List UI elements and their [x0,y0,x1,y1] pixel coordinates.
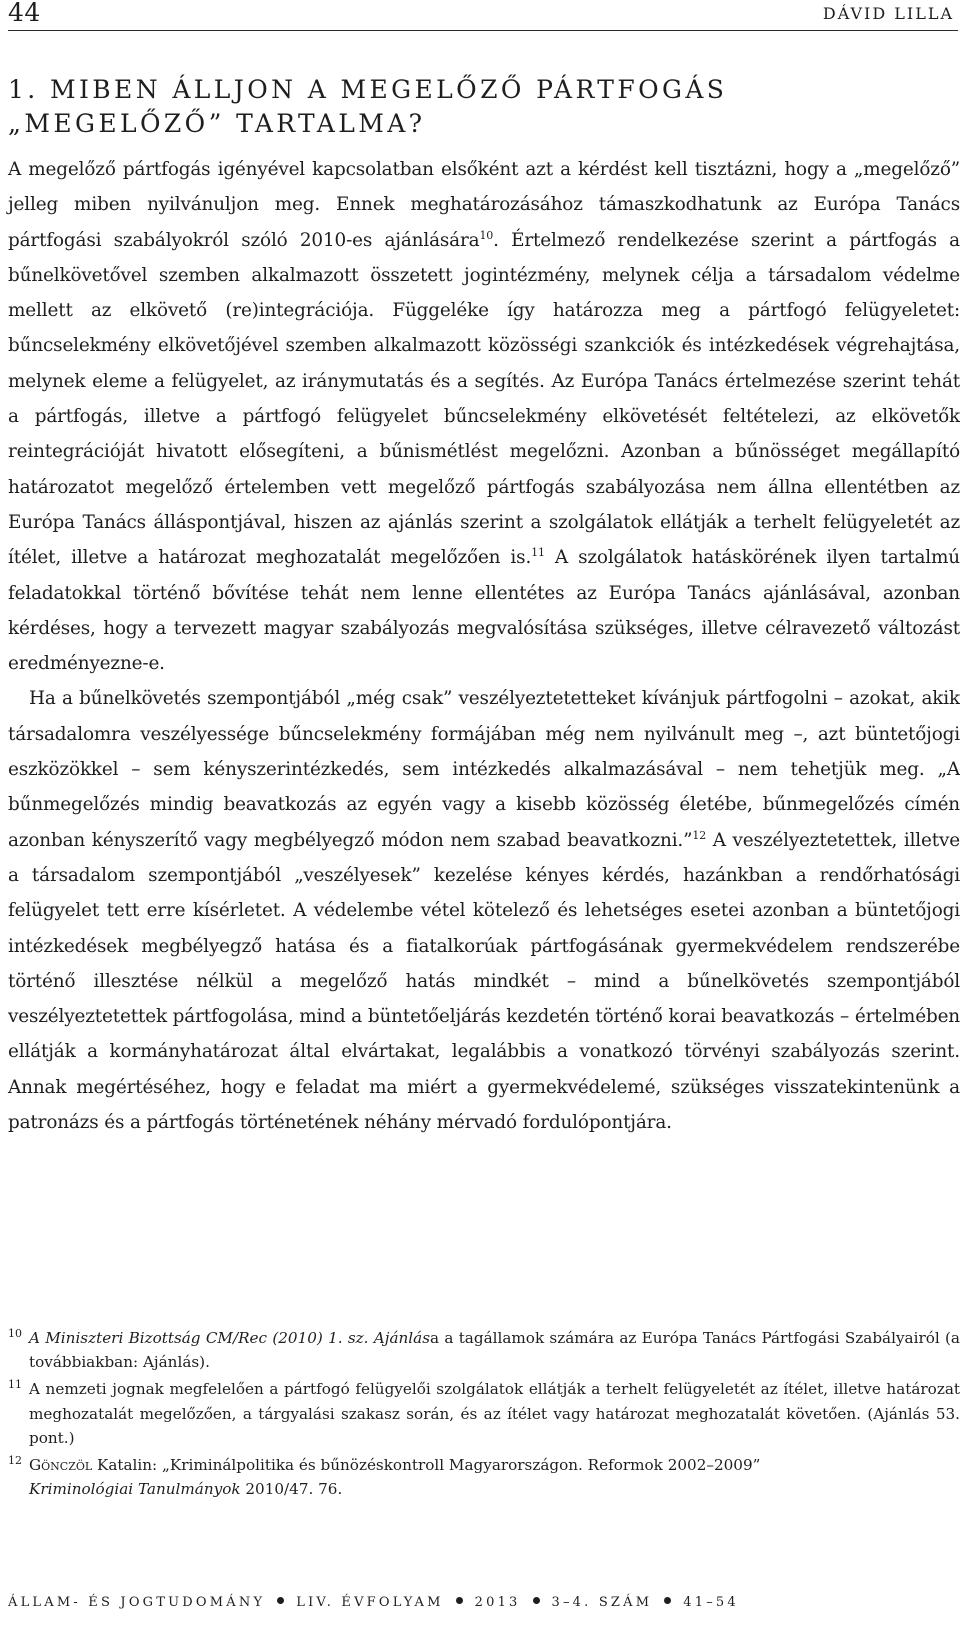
paragraph-1-part-c: A szolgálatok hatáskörének ilyen tartalmú feladatokkal történő bővítése tehát nem lenne ellentétes az Európa Tanács ajánlásával, azonban kérdéses, hogy a tervezett magyar szabályozás megvalósítása szükséges, illetve célravezető változást eredményezne-e. [8,547,960,675]
bullet-dot-icon [277,1597,284,1604]
footer-journal: ÁLLAM- ÉS JOGTUDOMÁNY [8,1595,266,1610]
footnote-12 [8,1453,960,1501]
journal-page [8,0,958,1633]
section-title-line-1: 1. MIBEN ÁLLJON A MEGELŐZŐ PÁRTFOGÁS [8,74,728,104]
footnote-ref-10[interactable]: 10 [479,228,494,242]
paragraph-1-part-b: . Értelmező rendelkezése szerint a pártfogás a bűnelkövetővel szemben alkalmazott összetett jogintézmény, melynek célja a társadalom védelme mellett az elkövető (re)integrációja. Függeléke így határozza meg a pártfogó felügyeletet: bűncselekmény elkövetőjével szemben alkalmazott közösségi szankciók és intézkedések végrehajtása, melynek eleme a felügyelet, az iránymutatás és a segítés. Az Európa Tanács értelmezése szerint tehát a pártfogás, illetve a pártfogó felügyelet bűncselekmény elkövetését feltételezi, az elkövetők reintegrációját hivatott elősegíteni, a bűnismétlést megelőzni. Azonban a bűnösséget megállapító határozatot megelőző értelemben vett megelőző pártfogás szabályozása nem állna ellentétben az Európa Tanács álláspontjával, hiszen az ajánlás szerint a szolgálatok ellátják a terhelt felügyeletét az ítélet, illetve a határozat meghozatalát megelőzően is. [8,229,960,569]
footer-pages: 41–54 [683,1595,739,1610]
paragraph-2 [8,681,960,1140]
bullet-dot-icon [533,1597,540,1604]
footnote-number: 11 [8,1378,22,1392]
running-head-author: DÁVID LILLA [822,4,954,23]
paragraph-2-part-b: A veszélyeztetettek, illetve a társadalom szempontjából „veszélyesek” kezelése kényes kérdés, hazánkban a rendőrhatósági felügyelet tett erre kísérletet. A védelembe vétel kötelező és lehetséges esetei azonban a büntetőjogi intézkedések megbélyegző hatása és a fiatalkorúak pártfogásának gyermekvédelem rendszerébe történő illesztése nélkül a megelőző hatás mindkét – mind a bűnelkövetés szempontjából veszélyeztetettek pártfogolása, mind a büntetőeljárás kezdetén történő korai beavatkozás – értelmében ellátják a kormányhatározat által elvártakat, legalábbis a vonatkozó törvényi szabályozás szerint. Annak megértéséhez, hogy e feladat ma miért a gyermekvédelemé, szükséges visszatekintenünk a patronázs és a pártfogás történetének néhány mérvadó fordulópontjára. [8,829,960,1134]
footnote-number: 10 [8,1327,22,1340]
footnote-text-part-b: 2010/47. 76. [240,1480,343,1499]
paragraph-2-part-a: Ha a bűnelkövetés szempontjából „még csak” veszélyeztetetteket kívánjuk pártfogolni – azokat, akik társadalomra veszélyessége bűncselekmény formájában még nem nyilvánult meg –, azt büntetőjogi eszközökkel – sem kényszerintézkedés, sem intézkedés alkalmazásával – nem tehetjük meg. „A bűnmegelőzés mindig beavatkozás az egyén vagy a kisebb közösség életébe, bűnmegelőzés címén azonban kényszerítő vagy megbélyegző módon nem szabad beavatkozni.” [8,688,960,851]
footnote-number: 12 [8,1454,22,1468]
footnote-text: a a tagállamok számára az Európa Tanács Pártfogási Szabályairól (a továbbiakban: Ajánlás). [29,1329,960,1372]
footnote-text: A nemzeti jognak megfelelően a pártfogó felügyelői szolgálatok ellátják a terhelt felügyeletét az ítélet, illetve határozat meghozatalát megelőzően, a tárgyalási szakasz során, és az ítélet vagy határozat meghozatalát követően. (Ajánlás 53. pont.) [29,1380,960,1447]
page-number: 44 [8,0,41,27]
paragraph-1-part-a: A megelőző pártfogás igényével kapcsolatban elsőként azt a kérdést kell tisztázni, hogy a „megelőző” jelleg miben nyilvánuljon meg. Ennek meghatározásához támaszkodhatunk az Európa Tanács pártfogási szabályokról szóló 2010-es ajánlására [8,159,960,251]
footnote-author-surname: Gönczöl [29,1456,93,1475]
footnote-ref-11[interactable]: 11 [531,546,545,560]
section-title-line-2: „MEGELŐZŐ” TARTALMA? [8,108,426,138]
footnote-italic-journal: Kriminológiai Tanulmányok [29,1480,241,1499]
bullet-dot-icon [664,1597,671,1604]
page-header [8,0,958,31]
paragraph-1 [8,152,960,681]
page-footer [8,1595,739,1610]
footnote-10 [8,1326,960,1374]
footnotes [8,1326,960,1504]
footnote-ref-12[interactable]: 12 [692,828,707,842]
footnote-11 [8,1377,960,1450]
footer-issue: 3–4. SZÁM [551,1595,653,1610]
section-title [8,73,908,141]
bullet-dot-icon [456,1597,463,1604]
footnote-text-part-a: Katalin: „Kriminálpolitika és bűnözéskontroll Magyarországon. Reformok 2002–2009” [92,1456,761,1475]
footnote-italic-title: A Miniszteri Bizottság CM/Rec (2010) 1. sz. Ajánlás [29,1329,431,1347]
body-text [8,152,960,1140]
footer-volume: LIV. ÉVFOLYAM [296,1595,444,1610]
footer-year: 2013 [474,1595,521,1610]
